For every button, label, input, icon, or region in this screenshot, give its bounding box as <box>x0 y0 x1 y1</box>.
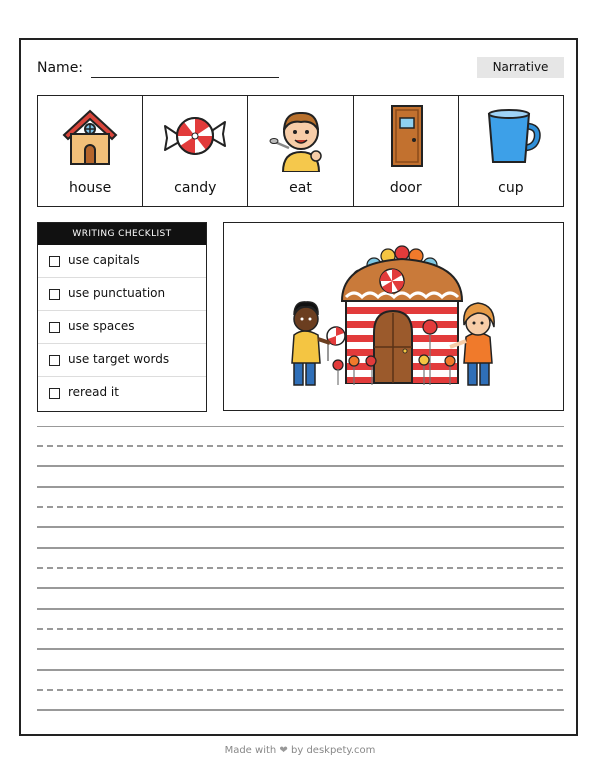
word-card-cup <box>459 96 563 206</box>
checklist-item-label: use capitals <box>68 253 140 267</box>
word-card-door <box>354 96 459 206</box>
word-card-house <box>38 96 143 206</box>
heart-icon: ❤ <box>279 745 288 756</box>
checklist-item <box>38 344 206 377</box>
name-label: Name: <box>37 60 84 76</box>
name-input-line[interactable] <box>91 77 279 78</box>
checklist-item <box>38 377 206 410</box>
door-icon <box>374 104 438 168</box>
child-eating-icon <box>269 104 333 172</box>
checkbox[interactable] <box>49 355 60 366</box>
checkbox[interactable] <box>49 256 60 267</box>
word-label-eat: eat <box>289 180 312 196</box>
left-child <box>292 302 345 385</box>
word-label-door: door <box>389 180 422 196</box>
footer-link[interactable]: by deskpety.com <box>291 745 376 756</box>
checklist-item <box>38 245 206 278</box>
word-card-eat <box>248 96 353 206</box>
gingerbread-house-illustration <box>224 223 562 409</box>
house-icon <box>58 104 122 168</box>
checklist-item-label: reread it <box>68 385 119 399</box>
checklist-item <box>38 311 206 344</box>
word-label-cup: cup <box>498 180 524 196</box>
cup-icon <box>479 104 543 168</box>
word-bank <box>37 95 564 207</box>
checklist-title: WRITING CHECKLIST <box>38 223 206 245</box>
worksheet <box>19 38 578 736</box>
checklist-item-label: use spaces <box>68 319 135 333</box>
picture-prompt-frame <box>223 222 564 411</box>
writing-checklist <box>37 222 207 412</box>
checkbox[interactable] <box>49 322 60 333</box>
genre-badge: Narrative <box>477 57 564 78</box>
handwriting-lines[interactable] <box>37 426 564 726</box>
checklist-item <box>38 278 206 311</box>
word-card-candy <box>143 96 248 206</box>
checklist-item-label: use target words <box>68 352 170 366</box>
footer <box>0 745 600 756</box>
candy-icon <box>163 104 227 168</box>
checklist-item-label: use punctuation <box>68 286 166 300</box>
word-label-candy: candy <box>174 180 217 196</box>
checkbox[interactable] <box>49 388 60 399</box>
checkbox[interactable] <box>49 289 60 300</box>
word-label-house: house <box>68 180 112 196</box>
footer-prefix: Made with <box>224 745 277 756</box>
